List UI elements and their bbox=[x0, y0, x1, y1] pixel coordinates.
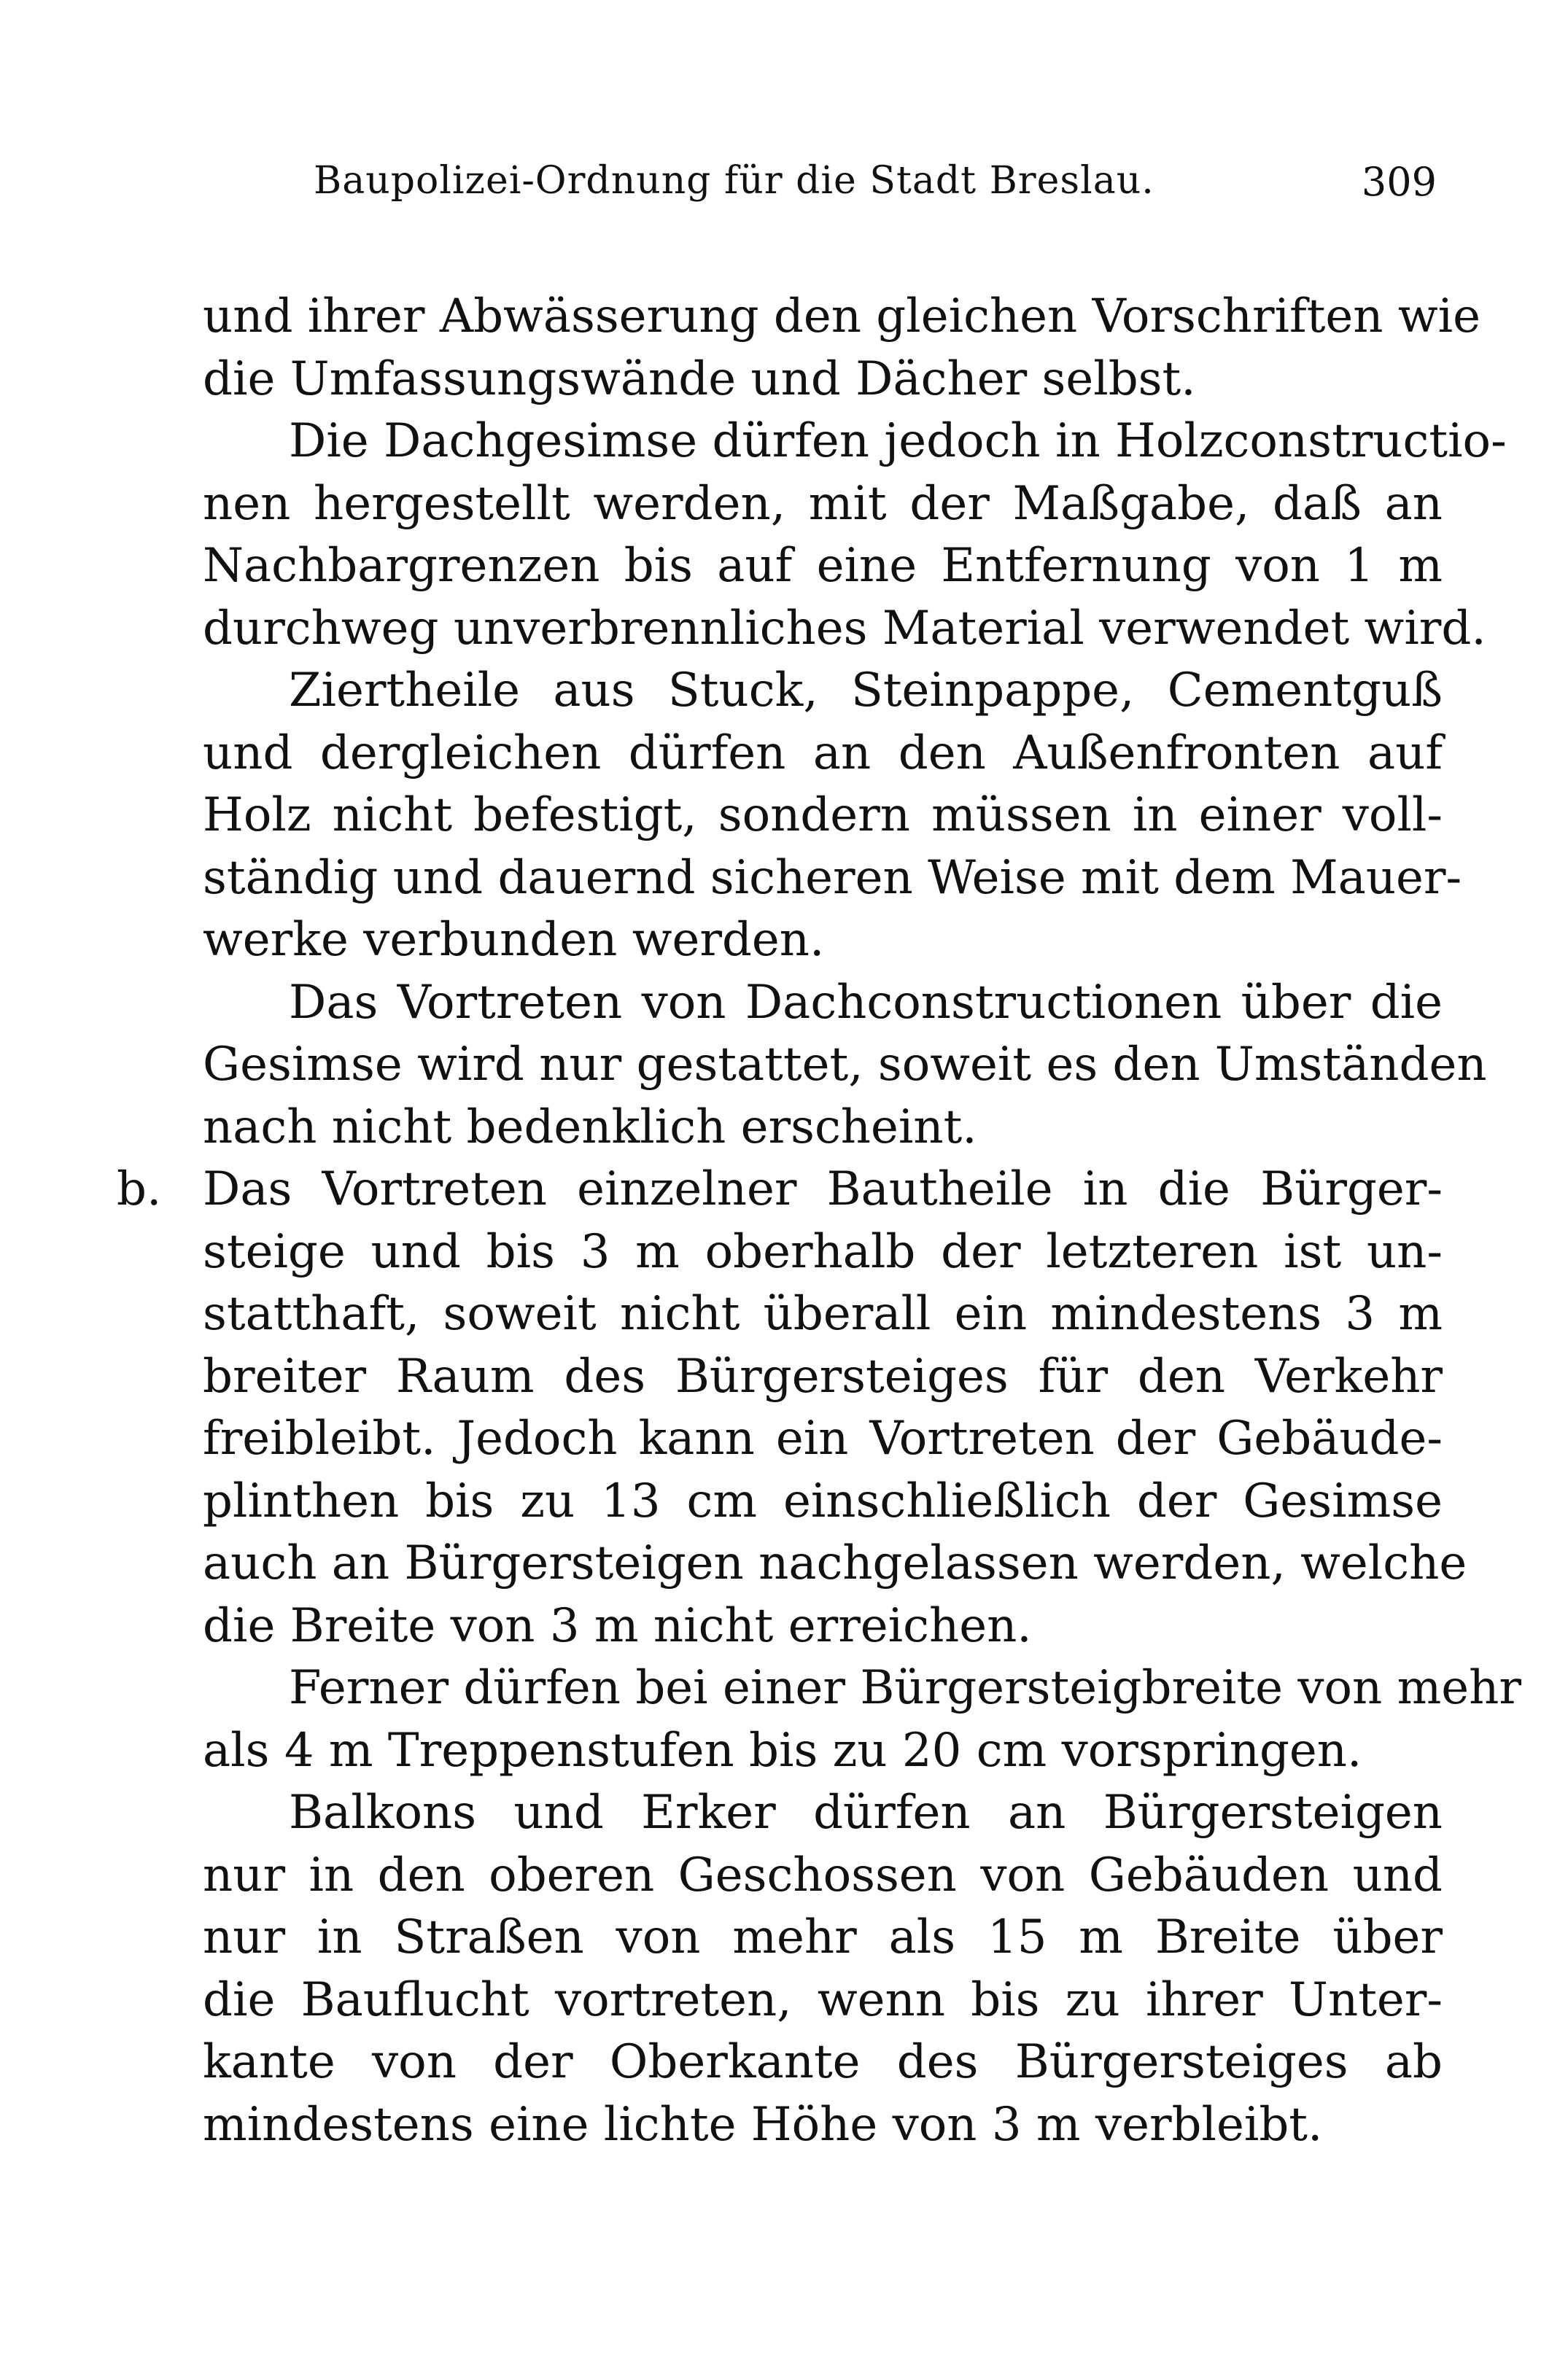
text-line: auch an Bürgersteigen nachgelassen werden, welche bbox=[203, 1536, 1467, 1590]
text-line: Nachbargrenzen bis auf eine Entfernung von 1 m bbox=[203, 539, 1443, 593]
text-line: die Umfassungswände und Dächer selbst. bbox=[203, 351, 1196, 406]
page-number: 309 bbox=[1361, 159, 1437, 205]
text-line: und ihrer Abwässerung den gleichen Vorschriften wie bbox=[203, 289, 1480, 343]
text-line: die Bauflucht vortreten, wenn bis zu ihrer Unter- bbox=[203, 1972, 1443, 2027]
text-line: freibleibt. Jedoch kann ein Vortreten der Gebäude- bbox=[203, 1412, 1443, 1466]
paragraph-start-line: Balkons und Erker dürfen an Bürgersteigen bbox=[289, 1786, 1443, 1840]
section-marker-b: b. bbox=[117, 1162, 162, 1216]
section-b-first-line bbox=[117, 1159, 1443, 1221]
text-line: statthaft, soweit nicht überall ein mindestens 3 m bbox=[203, 1287, 1443, 1341]
running-head: Baupolizei-Ordnung für die Stadt Breslau. bbox=[314, 159, 1154, 203]
text-line: Das Vortreten einzelner Bautheile in die Bürger- bbox=[203, 1162, 1443, 1216]
text-line: nach nicht bedenklich erscheint. bbox=[203, 1100, 977, 1154]
text-line: breiter Raum des Bürgersteiges für den Verkehr bbox=[203, 1349, 1443, 1404]
text-line: und dergleichen dürfen an den Außenfronten auf bbox=[203, 726, 1443, 780]
text-line: Holz nicht befestigt, sondern müssen in einer voll- bbox=[203, 788, 1443, 842]
text-line: Gesimse wird nur gestattet, soweit es den Umständen bbox=[203, 1038, 1487, 1092]
body-text bbox=[117, 286, 1521, 2156]
text-line: ständig und dauernd sicheren Weise mit dem Mauer- bbox=[203, 850, 1462, 905]
paragraph-start-line: Die Dachgesimse dürfen jedoch in Holzconstructio- bbox=[289, 414, 1507, 468]
text-line: mindestens eine lichte Höhe von 3 m verbleibt. bbox=[203, 2097, 1323, 2152]
text-line: als 4 m Treppenstufen bis zu 20 cm vorspringen. bbox=[203, 1723, 1362, 1778]
text-line: kante von der Oberkante des Bürgersteiges ab bbox=[203, 2035, 1443, 2089]
text-line: nur in den oberen Geschossen von Gebäuden und bbox=[203, 1848, 1443, 1902]
text-line: nur in Straßen von mehr als 15 m Breite über bbox=[203, 1910, 1443, 1964]
text-line: steige und bis 3 m oberhalb der letzteren ist un- bbox=[203, 1224, 1443, 1279]
paragraph-start-line: Das Vortreten von Dachconstructionen über die bbox=[289, 975, 1443, 1030]
paragraph-start-line: Ziertheile aus Stuck, Steinpappe, Cementguß bbox=[289, 664, 1443, 718]
paragraph-start-line: Ferner dürfen bei einer Bürgersteigbreite von mehr bbox=[289, 1661, 1521, 1715]
text-line: werke verbunden werden. bbox=[203, 913, 825, 967]
page-header bbox=[314, 159, 1437, 225]
text-line: plinthen bis zu 13 cm einschließlich der Gesimse bbox=[203, 1474, 1443, 1528]
section-b bbox=[117, 1159, 1521, 2156]
text-line: durchweg unverbrennliches Material verwendet wird. bbox=[203, 601, 1486, 656]
text-line: nen hergestellt werden, mit der Maßgabe, daß an bbox=[203, 476, 1443, 531]
text-line: die Breite von 3 m nicht erreichen. bbox=[203, 1598, 1032, 1653]
